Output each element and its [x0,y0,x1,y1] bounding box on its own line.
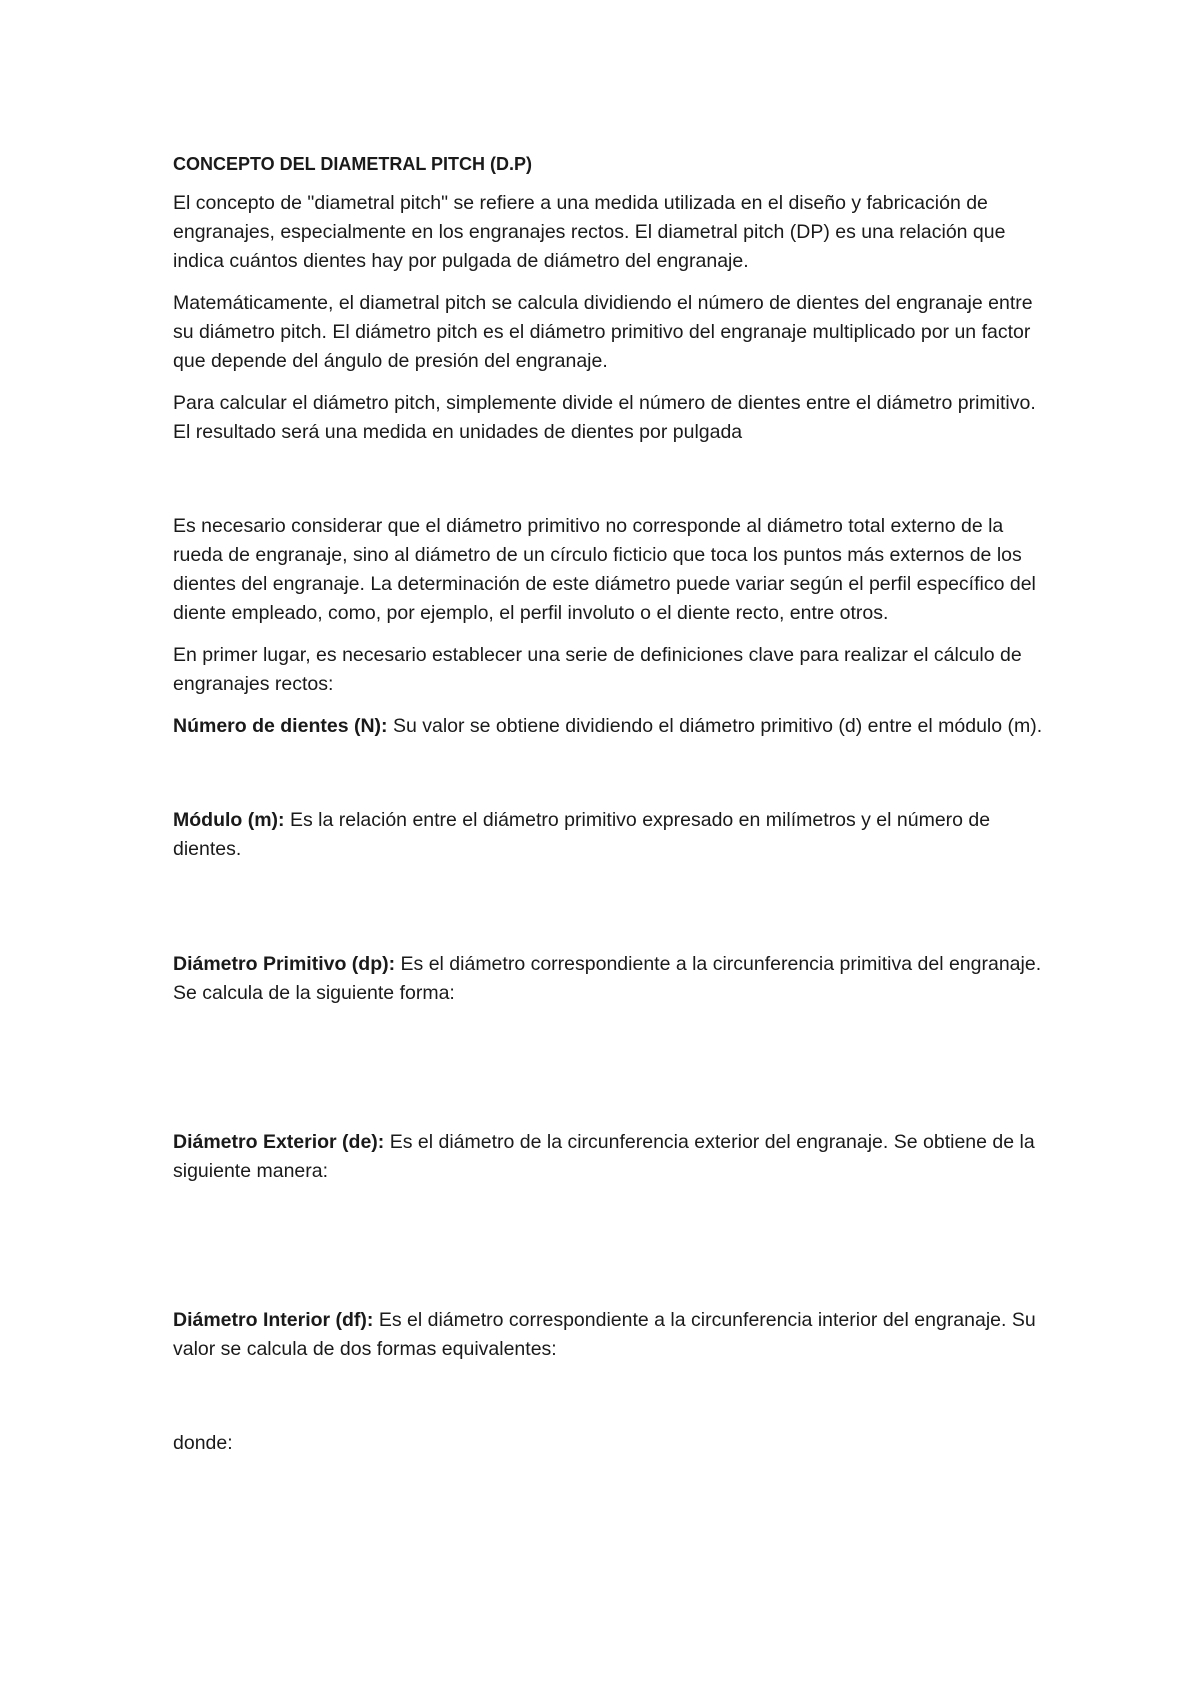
paragraph-pitch-diameter-note: Es necesario considerar que el diámetro primitivo no corresponde al diámetro total externo de la rueda de engranaje, sino al diámetro de un círculo ficticio que toca los puntos más externos de los dientes del engranaje. La determinación de este diámetro puede variar según el perfil específico del diente empleado, como, por ejemplo, el perfil involuto o el diente recto, entre otros. [173,515,1036,624]
definition-term: Módulo (m): [173,809,285,831]
definition-module [173,806,1053,864]
document-title: CONCEPTO DEL DIAMETRAL PITCH (D.P) [173,154,533,174]
closing-text: donde: [173,1432,233,1454]
definition-term: Diámetro Primitivo (dp): [173,953,396,975]
definition-term: Número de dientes (N): [173,715,388,737]
definition-outside-diameter [173,1128,1053,1186]
definition-term: Diámetro Exterior (de): [173,1131,385,1153]
definition-text: Es la relación entre el diámetro primitivo expresado en milímetros y el número de dientes. [173,809,991,860]
definition-term: Diámetro Interior (df): [173,1309,374,1331]
definition-pitch-diameter [173,950,1053,1008]
definition-text: Es el diámetro correspondiente a la circunferencia interior del engranaje. Su valor se calcula de dos formas equivalentes: [173,1309,1036,1360]
paragraph-mathematical-definition: Matemáticamente, el diametral pitch se calcula dividiendo el número de dientes del engranaje entre su diámetro pitch. El diámetro pitch es el diámetro primitivo del engranaje multiplicado por un factor que depende del ángulo de presión del engranaje. [173,292,1033,372]
definition-text: Es el diámetro correspondiente a la circunferencia primitiva del engranaje. Se calcula de la siguiente forma: [173,953,1042,1004]
paragraph-calculation-method: Para calcular el diámetro pitch, simplemente divide el número de dientes entre el diámetro primitivo. El resultado será una medida en unidades de dientes por pulgada [173,392,1036,443]
document-body [173,150,1053,1458]
definition-text: Su valor se obtiene dividiendo el diámetro primitivo (d) entre el módulo (m). [387,715,1043,737]
definition-number-of-teeth [173,712,1053,741]
paragraph-diametral-pitch-concept: El concepto de "diametral pitch" se refiere a una medida utilizada en el diseño y fabricación de engranajes, especialmente en los engranajes rectos. El diametral pitch (DP) es una relación que indica cuántos dientes hay por pulgada de diámetro del engranaje. [173,192,1006,272]
definition-root-diameter [173,1306,1053,1364]
definition-text: Es el diámetro de la circunferencia exterior del engranaje. Se obtiene de la siguiente manera: [173,1131,1035,1182]
paragraph-definitions-intro: En primer lugar, es necesario establecer una serie de definiciones clave para realizar el cálculo de engranajes rectos: [173,644,1022,695]
